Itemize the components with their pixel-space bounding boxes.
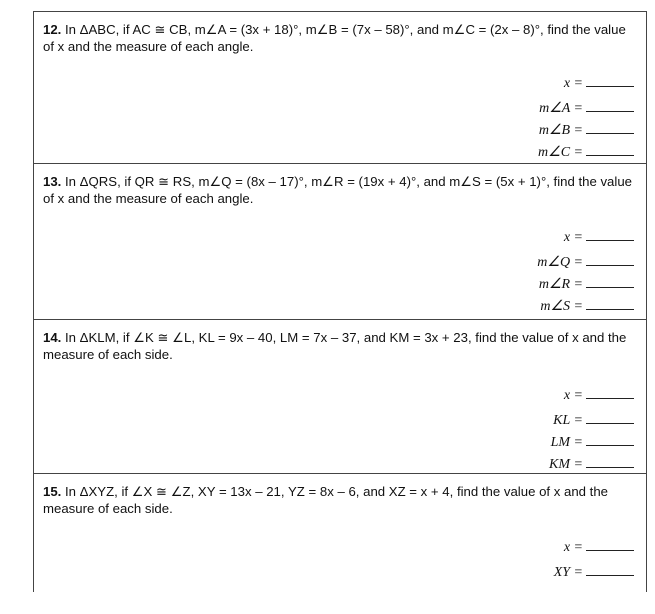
answer-blank[interactable] bbox=[586, 99, 634, 112]
answer-row-angle-b bbox=[538, 121, 634, 143]
answer-label: m∠S = bbox=[540, 299, 583, 314]
answer-label: LM = bbox=[550, 435, 583, 450]
answer-row-side-xy bbox=[554, 563, 634, 585]
problem-14-text bbox=[43, 329, 635, 363]
answer-label: x = bbox=[563, 76, 583, 91]
answer-blank[interactable] bbox=[586, 538, 634, 551]
answer-blank[interactable] bbox=[586, 433, 634, 446]
answer-blank[interactable] bbox=[586, 143, 634, 156]
problem-number: 13. bbox=[43, 174, 62, 189]
answer-label: m∠C = bbox=[538, 145, 583, 160]
problem-statement: In ΔXYZ, if ∠X ≅ ∠Z, XY = 13x – 21, YZ = 8x – 6, and XZ = x + 4, find the value of x and the measure of each side. bbox=[43, 484, 608, 516]
answer-label: x = bbox=[563, 230, 583, 245]
answer-block bbox=[537, 228, 634, 319]
answer-label: XY = bbox=[553, 565, 583, 580]
answer-block bbox=[538, 74, 634, 165]
problem-number: 12. bbox=[43, 22, 62, 37]
answer-row-x bbox=[538, 74, 634, 96]
answer-label: m∠Q = bbox=[537, 255, 583, 270]
answer-blank[interactable] bbox=[586, 121, 634, 134]
answer-label: x = bbox=[563, 540, 583, 555]
problem-12-text bbox=[43, 21, 635, 55]
answer-row-angle-s bbox=[537, 297, 634, 319]
answer-blank[interactable] bbox=[586, 253, 634, 266]
answer-row-angle-a bbox=[538, 99, 634, 121]
problem-statement: In ΔKLM, if ∠K ≅ ∠L, KL = 9x – 40, LM = 7x – 37, and KM = 3x + 23, find the value of x and the measure of each side. bbox=[43, 330, 627, 362]
answer-blank[interactable] bbox=[586, 275, 634, 288]
problem-14 bbox=[34, 320, 646, 474]
answer-label: KM = bbox=[549, 457, 583, 472]
answer-blank[interactable] bbox=[586, 411, 634, 424]
problem-15-text bbox=[43, 483, 635, 517]
problem-13-text bbox=[43, 173, 635, 207]
answer-label: m∠R = bbox=[538, 277, 583, 292]
answer-label: m∠A = bbox=[539, 101, 583, 116]
answer-blank[interactable] bbox=[586, 297, 634, 310]
answer-row-side-lm bbox=[549, 433, 634, 455]
answer-blank[interactable] bbox=[586, 386, 634, 399]
answer-blank[interactable] bbox=[586, 563, 634, 576]
answer-label: x = bbox=[563, 388, 583, 403]
answer-row-side-kl bbox=[549, 411, 634, 433]
problem-number: 15. bbox=[43, 484, 62, 499]
problem-statement: In ΔABC, if AC ≅ CB, m∠A = (3x + 18)°, m∠B = (7x – 58)°, and m∠C = (2x – 8)°, find the value of x and the measure of each angle. bbox=[43, 22, 626, 54]
answer-row-x bbox=[549, 386, 634, 408]
answer-block bbox=[554, 538, 634, 585]
answer-blank[interactable] bbox=[586, 228, 634, 241]
worksheet bbox=[33, 11, 647, 592]
problem-15 bbox=[34, 474, 646, 614]
problem-statement: In ΔQRS, if QR ≅ RS, m∠Q = (8x – 17)°, m∠R = (19x + 4)°, and m∠S = (5x + 1)°, find the value of x and the measure of each angle. bbox=[43, 174, 632, 206]
answer-blank[interactable] bbox=[586, 455, 634, 468]
problem-12 bbox=[34, 12, 646, 164]
answer-row-x bbox=[554, 538, 634, 560]
answer-label: KL = bbox=[553, 413, 583, 428]
answer-row-angle-q bbox=[537, 253, 634, 275]
answer-row-angle-c bbox=[538, 143, 634, 165]
answer-blank[interactable] bbox=[586, 74, 634, 87]
answer-row-angle-r bbox=[537, 275, 634, 297]
answer-block bbox=[549, 386, 634, 477]
problem-13 bbox=[34, 164, 646, 320]
answer-label: m∠B = bbox=[538, 123, 583, 138]
problem-number: 14. bbox=[43, 330, 62, 345]
answer-row-x bbox=[537, 228, 634, 250]
